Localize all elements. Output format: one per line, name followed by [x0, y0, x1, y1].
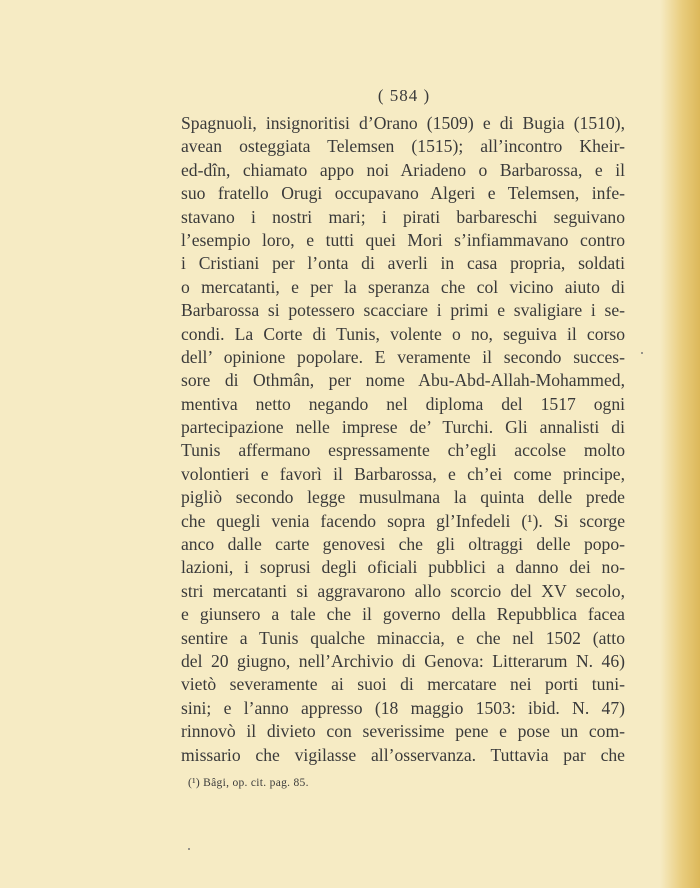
text-line: avean osteggiata Telemsen (1515); all’incontro Kheir- [181, 136, 625, 157]
text-line: dell’ opinione popolare. E veramente il secondo succes- [181, 346, 625, 367]
text-line: ed-dîn, chiamato appo noi Ariadeno o Barbarossa, e il [181, 159, 625, 180]
text-line: o mercatanti, e per la speranza che col vicino aiuto di [181, 276, 625, 297]
text-line: che quegli venia facendo sopra gl’Infedeli (¹). Si scorge [181, 510, 625, 531]
text-line: pigliò secondo legge musulmana la quinta delle prede [181, 487, 625, 508]
text-line: sentire a Tunis qualche minaccia, e che nel 1502 (atto [181, 627, 625, 648]
text-line: mentiva netto negando nel diploma del 1517 ogni [181, 393, 625, 414]
paper-speck [188, 848, 190, 850]
text-line: Tunis affermano espressamente ch’egli accolse molto [181, 440, 625, 461]
text-line: vietò severamente ai suoi di mercatare nei porti tuni- [181, 674, 625, 695]
text-line: condi. La Corte di Tunis, volente o no, seguiva il corso [181, 323, 625, 344]
text-line: Barbarossa si potessero scacciare i primi e svaligiare i se- [181, 300, 625, 321]
paper-speck [641, 352, 643, 354]
text-line: stri mercatanti si aggravarono allo scorcio del XV secolo, [181, 580, 625, 601]
text-line: del 20 giugno, nell’Archivio di Genova: Litterarum N. 46) [181, 650, 625, 671]
text-line: missario che vigilasse all’osservanza. Tuttavia par che [181, 744, 625, 765]
text-line: anco dalle carte genovesi che gli oltraggi delle popo- [181, 534, 625, 555]
page-number: ( 584 ) [377, 86, 431, 105]
body-text [181, 112, 625, 767]
text-line: e giunsero a tale che il governo della Repubblica facea [181, 604, 625, 625]
page-edge-shadow [660, 0, 700, 888]
text-line: lazioni, i soprusi degli oficiali pubblici a danno dei no- [181, 557, 625, 578]
text-line: Spagnuoli, insignoritisi d’Orano (1509) e di Bugia (1510), [181, 113, 625, 133]
text-line: sore di Othmân, per nome Abu-Abd-Allah-Mohammed, [181, 370, 625, 391]
text-line: sini; e l’anno appresso (18 maggio 1503: ibid. N. 47) [181, 697, 625, 718]
text-line: stavano i nostri mari; i pirati barbareschi seguivano [181, 206, 625, 227]
text-line: volontieri e favorì il Barbarossa, e ch’ei come principe, [181, 463, 625, 484]
text-line: l’esempio loro, e tutti quei Mori s’infiammavano contro [181, 229, 625, 250]
text-line: suo fratello Orugi occupavano Algeri e Telemsen, infe- [181, 183, 625, 204]
footnote: (¹) Bâgi, op. cit. pag. 85. [188, 777, 309, 789]
text-line: rinnovò il divieto con severissime pene e pose un com- [181, 721, 625, 742]
text-line: partecipazione nelle imprese de’ Turchi. Gli annalisti di [181, 417, 625, 438]
text-line: i Cristiani per l’onta di averli in casa propria, soldati [181, 253, 625, 274]
